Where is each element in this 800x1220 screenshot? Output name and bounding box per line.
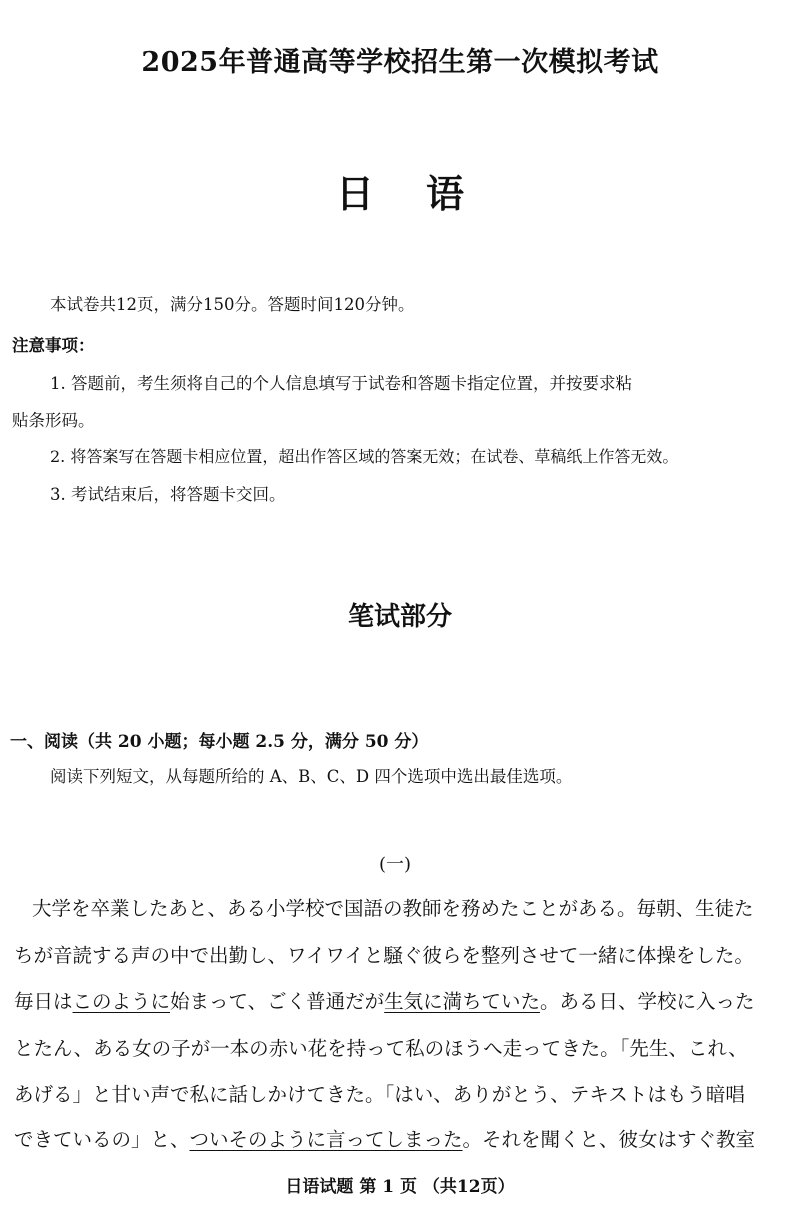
subject-title	[0, 163, 800, 218]
reading-instruction: 阅读下列短文，从每题所给的 A、B、C、D 四个选项中选出最佳选项。	[50, 767, 573, 786]
passage-number: (一)	[378, 854, 412, 875]
passage-line-4: とたん、ある女の子が一本の赤い花を持って私のほうへ走ってきた。「先生、これ、	[14, 1037, 748, 1060]
notice-item-2: 2. 将答案写在答题卡相应位置，超出作答区域的答案无效；在试卷、草稿纸上作答无效。	[50, 447, 679, 466]
passage-line-6-text-b: 。それを聞くと、彼女はすぐ教室	[462, 1128, 756, 1151]
passage-line-6-text-a: できているの」と、	[14, 1128, 190, 1151]
passage-line-3-text-a: 毎日は	[14, 990, 73, 1013]
page-footer: 日语试题 第 1 页 （共12页）	[285, 1177, 515, 1197]
passage-line-5: あげる」と甘い声で私に話しかけてきた。「はい、ありがとう、テキストはもう暗唱	[14, 1083, 745, 1106]
subject-char-1: 日	[335, 171, 374, 216]
notice-heading: 注意事项：	[12, 336, 95, 355]
reading-heading: 一、阅读（共 20 小题；每小题 2.5 分，满分 50 分）	[10, 732, 429, 752]
passage-line-3-text-c: 。ある日、学校に入った	[539, 990, 755, 1013]
underlined-phrase-3: ついそのように言ってしまった	[189, 1128, 463, 1151]
passage-line-3-text-b: 始まって、ごく普通だが	[170, 990, 385, 1013]
underlined-phrase-1: このように	[72, 990, 171, 1013]
intro-text: 本试卷共12页，满分150分。答题时间120分钟。	[50, 295, 415, 314]
section-title: 笔试部分	[347, 602, 452, 632]
underlined-phrase-2: 生気に満ちていた	[384, 990, 540, 1013]
passage-line-6	[14, 1124, 755, 1152]
notice-item-1-line-2: 贴条形码。	[12, 411, 95, 430]
passage-line-3	[14, 986, 754, 1014]
exam-title: 2025年普通高等学校招生第一次模拟考试	[141, 47, 659, 78]
passage-line-2: ちが音読する声の中で出勤し、ワイワイと騒ぐ彼らを整列させて一緒に体操をした。	[14, 944, 754, 967]
passage-line-1: 大学を卒業したあと、ある小学校で国語の教師を務めたことがある。毎朝、生徒た	[32, 897, 754, 920]
notice-item-3: 3. 考试结束后，将答题卡交回。	[50, 485, 286, 504]
subject-char-2: 语	[426, 171, 465, 216]
notice-item-1-line-1: 1. 答题前，考生须将自己的个人信息填写于试卷和答题卡指定位置，并按要求粘	[50, 374, 632, 393]
